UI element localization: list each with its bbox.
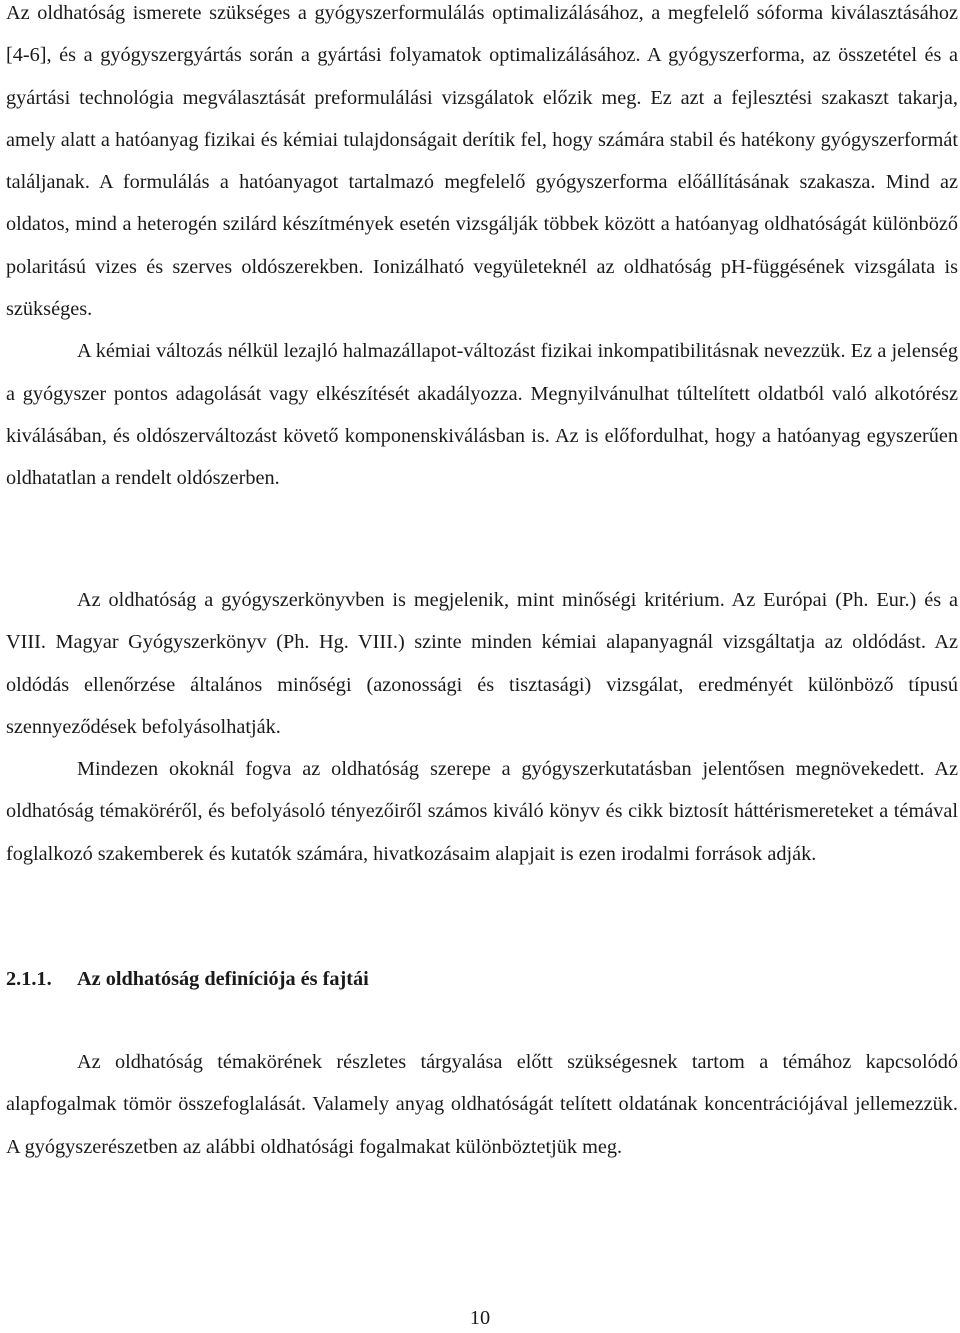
section-title: Az oldhatóság definíciója és fajtái bbox=[77, 968, 369, 990]
paragraph-pharmacopoeia: Az oldhatóság a gyógyszerkönyvben is megjelenik, mint minőségi kritérium. Az Európai (Ph. Eur.) és a VIII. Magyar Gyógyszerkönyv (Ph. Hg. VIII.) szinte minden kémiai alapanyagnál vizsgáltatja az oldódást. Az oldódás ellenőrzése általános minőségi (azonossági és tisztasági) vizsgálat, eredményét különböző típusú szennyeződések befolyásolhatják. bbox=[6, 589, 958, 738]
page-number: 10 bbox=[469, 1307, 491, 1329]
paragraph-definitions-intro: Az oldhatóság témakörének részletes tárgyalása előtt szükségesnek tartom a témához kapcsolódó alapfogalmak tömör összefoglalását. Valamely anyag oldhatóságát telített oldatának koncentrációjával jellemezzük. A gyógyszerészetben az alábbi oldhatósági fogalmakat különböztetjük meg. bbox=[6, 1051, 958, 1158]
paragraph-text-incompatibility: A kémiai változás nélkül lezajló halmazállapot-változást fizikai inkompatibilitásnak nevezzük. Ez a jelenség a gyógyszer pontos adagolását vagy elkészítését akadályozza. Megnyilvánulhat túltelített oldatból való alkotórész kiválásában, és oldószerváltozást követő komponenskiválásban is. Az is előfordulhat, hogy a hatóanyag egyszerűen oldhatatlan a rendelt oldószerben. bbox=[6, 340, 958, 490]
paragraph-research-importance: Mindezen okoknál fogva az oldhatóság szerepe a gyógyszerkutatásban jelentősen megnövekedett. Az oldhatóság témaköréről, és befolyásoló tényezőiről számos kiváló könyv és cikk biztosít háttérismereteket a témával foglalkozó szakemberek és kutatók számára, hivatkozásaim alapjait is ezen irodalmi források adják. bbox=[6, 758, 958, 865]
paragraph-preformulation bbox=[6, 0, 958, 500]
section-heading bbox=[6, 963, 958, 995]
section-number: 2.1.1. bbox=[6, 968, 52, 990]
paragraph-text: Az oldhatóság ismerete szükséges a gyógyszerformulálás optimalizálásához, a megfelelő sóforma kiválasztásához [4-6], és a gyógyszergyártás során a gyártási folyamatok optimalizálásához. A gyógyszerforma, az összetétel és a gyártási technológia megválasztását preformulálási vizsgálatok előzik meg. Ez azt a fejlesztési szakaszt takarja, amely alatt a hatóanyag fizikai és kémiai tulajdonságait derítik fel, hogy számára stabil és hatékony gyógyszerformát találjanak. A formulálás a hatóanyagot tartalmazó megfelelő gyógyszerforma előállításának szakasza. Mind az oldatos, mind a heterogén szilárd készítmények esetén vizsgálják többek között a hatóanyag oldhatóságát különböző polaritású vizes és szerves oldószerekben. Ionizálható vegyületeknél az oldhatóság pH-függésének vizsgálata is szükséges. bbox=[6, 2, 958, 321]
